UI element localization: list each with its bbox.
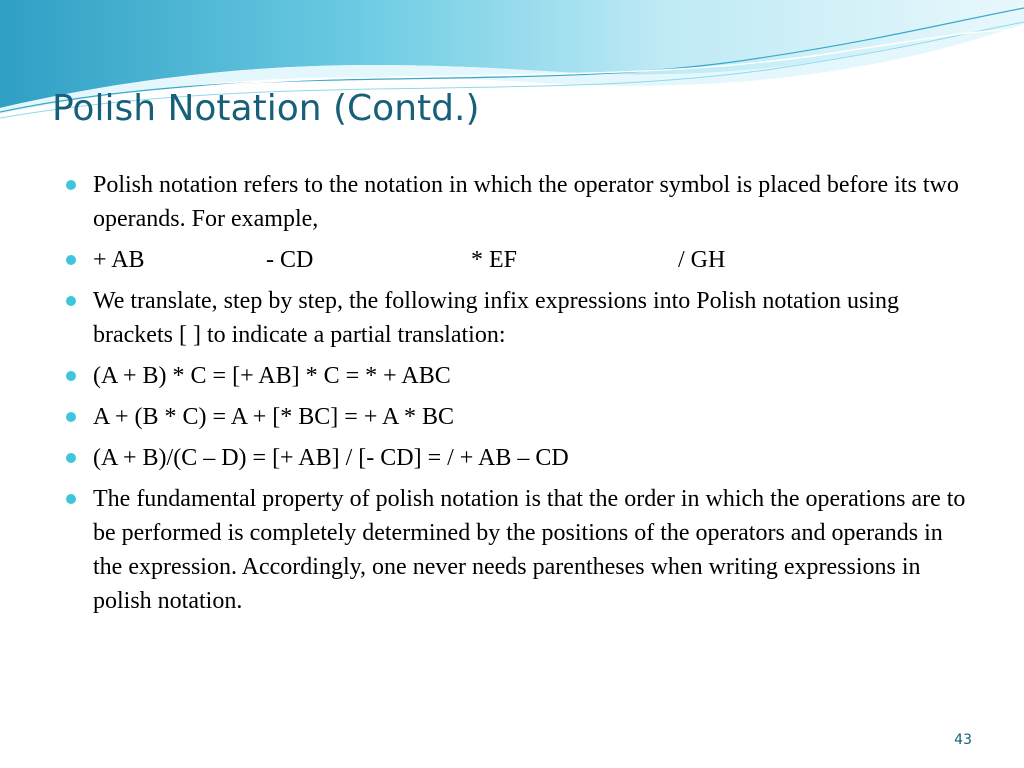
example-expression: + AB bbox=[93, 247, 145, 273]
bullet-icon bbox=[66, 453, 76, 463]
example-expression: * EF bbox=[471, 247, 518, 273]
bullet-text: The fundamental property of polish notation is that the order in which the operations are to be performed is completely determined by the positions of the operators and operands in the expression. Accordingly, one never needs parentheses when writing expressions in polish notation. bbox=[93, 486, 966, 614]
bullet-icon bbox=[66, 296, 76, 306]
bullet-item-translation-2 bbox=[66, 400, 966, 434]
bullet-icon bbox=[66, 180, 76, 190]
bullet-icon bbox=[66, 412, 76, 422]
page-number: 43 bbox=[954, 732, 972, 748]
bullet-icon bbox=[66, 494, 76, 504]
bullet-text: (A + B) * C = [+ AB] * C = * + ABC bbox=[93, 363, 451, 389]
bullet-text: (A + B)/(C – D) = [+ AB] / [- CD] = / + AB – CD bbox=[93, 445, 569, 471]
bullet-icon bbox=[66, 255, 76, 265]
bullet-list bbox=[66, 168, 966, 625]
bullet-item-examples bbox=[66, 243, 966, 277]
bullet-text: We translate, step by step, the following infix expressions into Polish notation using brackets [ ] to indicate a partial translation: bbox=[93, 288, 899, 348]
bullet-item-definition bbox=[66, 168, 966, 236]
bullet-text: A + (B * C) = A + [* BC] = + A * BC bbox=[93, 404, 455, 430]
bullet-text: Polish notation refers to the notation in which the operator symbol is placed before its two operands. For example, bbox=[93, 172, 959, 232]
slide-title: Polish Notation (Contd.) bbox=[52, 88, 480, 129]
example-expressions bbox=[93, 243, 966, 277]
bullet-icon bbox=[66, 371, 76, 381]
example-expression: / GH bbox=[678, 247, 726, 273]
bullet-item-fundamental-property bbox=[66, 482, 966, 618]
bullet-item-translation-3 bbox=[66, 441, 966, 475]
bullet-item-translation-1 bbox=[66, 359, 966, 393]
example-expression: - CD bbox=[266, 247, 314, 273]
bullet-item-translation-intro bbox=[66, 284, 966, 352]
